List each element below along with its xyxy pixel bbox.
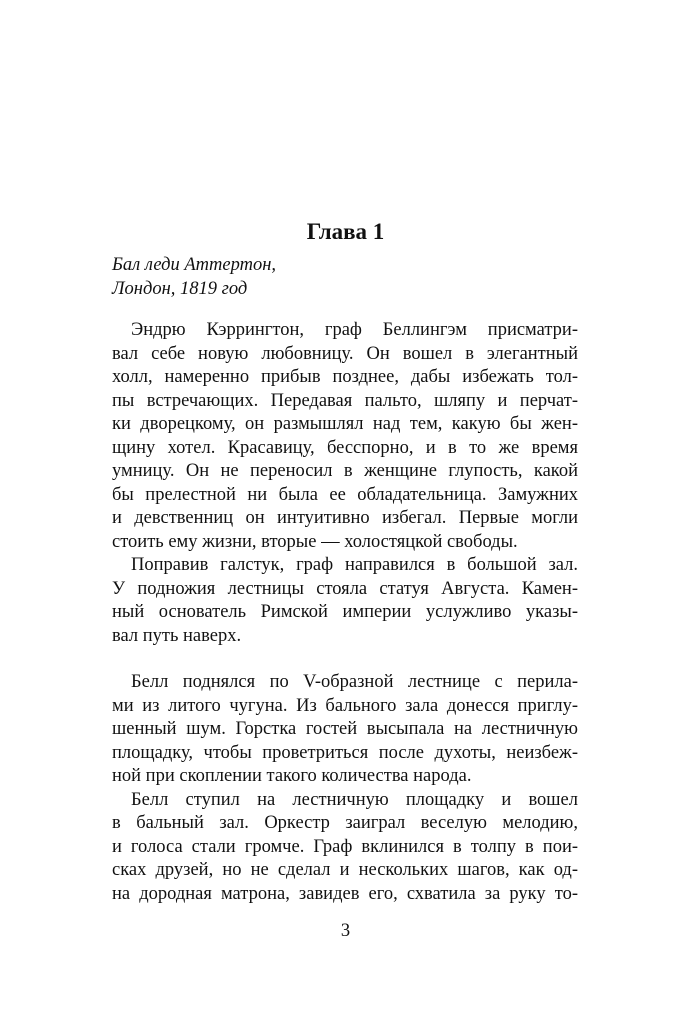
text-line: Эндрю Кэррингтон, граф Беллингэм присматри- bbox=[131, 320, 578, 340]
epigraph-date: Лондон, 1819 год bbox=[112, 279, 248, 299]
text-line: Белл ступил на лестничную площадку и вошел bbox=[131, 789, 578, 810]
text-line: в бальный зал. Оркестр заиграл веселую мелодию, bbox=[112, 813, 578, 833]
text-line: Белл поднялся по V-образной лестнице с перила- bbox=[131, 672, 578, 692]
text-line: ми из литого чугуна. Из бального зала донесся приглу- bbox=[112, 695, 578, 716]
text-line: ки дворецкому, он размышлял над тем, какую бы жен- bbox=[112, 414, 578, 434]
text-line: Поправив галстук, граф направился в большой зал. bbox=[131, 555, 578, 575]
text-line: стоить ему жизни, вторые — холостяцкой свободы. bbox=[112, 531, 518, 552]
text-line: шенный шум. Горстка гостей высыпала на лестничную bbox=[112, 719, 578, 739]
text-line: пы встречающих. Передавая пальто, шляпу и перчат- bbox=[112, 390, 578, 411]
text-line: вал себе новую любовницу. Он вошел в элегантный bbox=[112, 343, 578, 364]
text-line: ной при скоплении такого количества народа. bbox=[112, 766, 472, 786]
paragraph bbox=[112, 789, 578, 907]
paragraph bbox=[112, 671, 578, 789]
text-line: на дородная матрона, завидев его, схватила за руку то- bbox=[112, 883, 578, 904]
paragraph bbox=[112, 319, 578, 554]
text-line: ный основатель Римской империи услужливо указы- bbox=[112, 602, 578, 622]
text-line: и девственниц он интуитивно избегал. Первые могли bbox=[112, 508, 578, 528]
text-line: щину хотел. Красавицу, бесспорно, и в то же время bbox=[112, 437, 578, 458]
text-line: вал путь наверх. bbox=[112, 625, 242, 646]
text-section-2 bbox=[112, 671, 578, 906]
epigraph-location: Бал леди Аттертон, bbox=[112, 255, 277, 275]
text-line: и голоса стали громче. Граф вклинился в толпу в пои- bbox=[112, 836, 578, 857]
page-number: 3 bbox=[340, 921, 351, 941]
text-line: У подножия лестницы стояла статуя Августа. Камен- bbox=[112, 578, 578, 599]
chapter-title: Глава 1 bbox=[306, 219, 385, 244]
text-line: холл, намеренно прибыв позднее, дабы избежать тол- bbox=[112, 367, 578, 387]
paragraph bbox=[112, 554, 578, 648]
text-section-1 bbox=[112, 319, 578, 648]
text-line: сках друзей, но не сделал и нескольких шагов, как од- bbox=[112, 860, 578, 880]
text-line: площадку, чтобы проветриться после духоты, неизбеж- bbox=[112, 742, 578, 763]
text-line: умницу. Он не переносил в женщине глупость, какой bbox=[112, 461, 578, 481]
text-line: бы прелестной ни была ее обладательница. Замужних bbox=[112, 484, 578, 505]
